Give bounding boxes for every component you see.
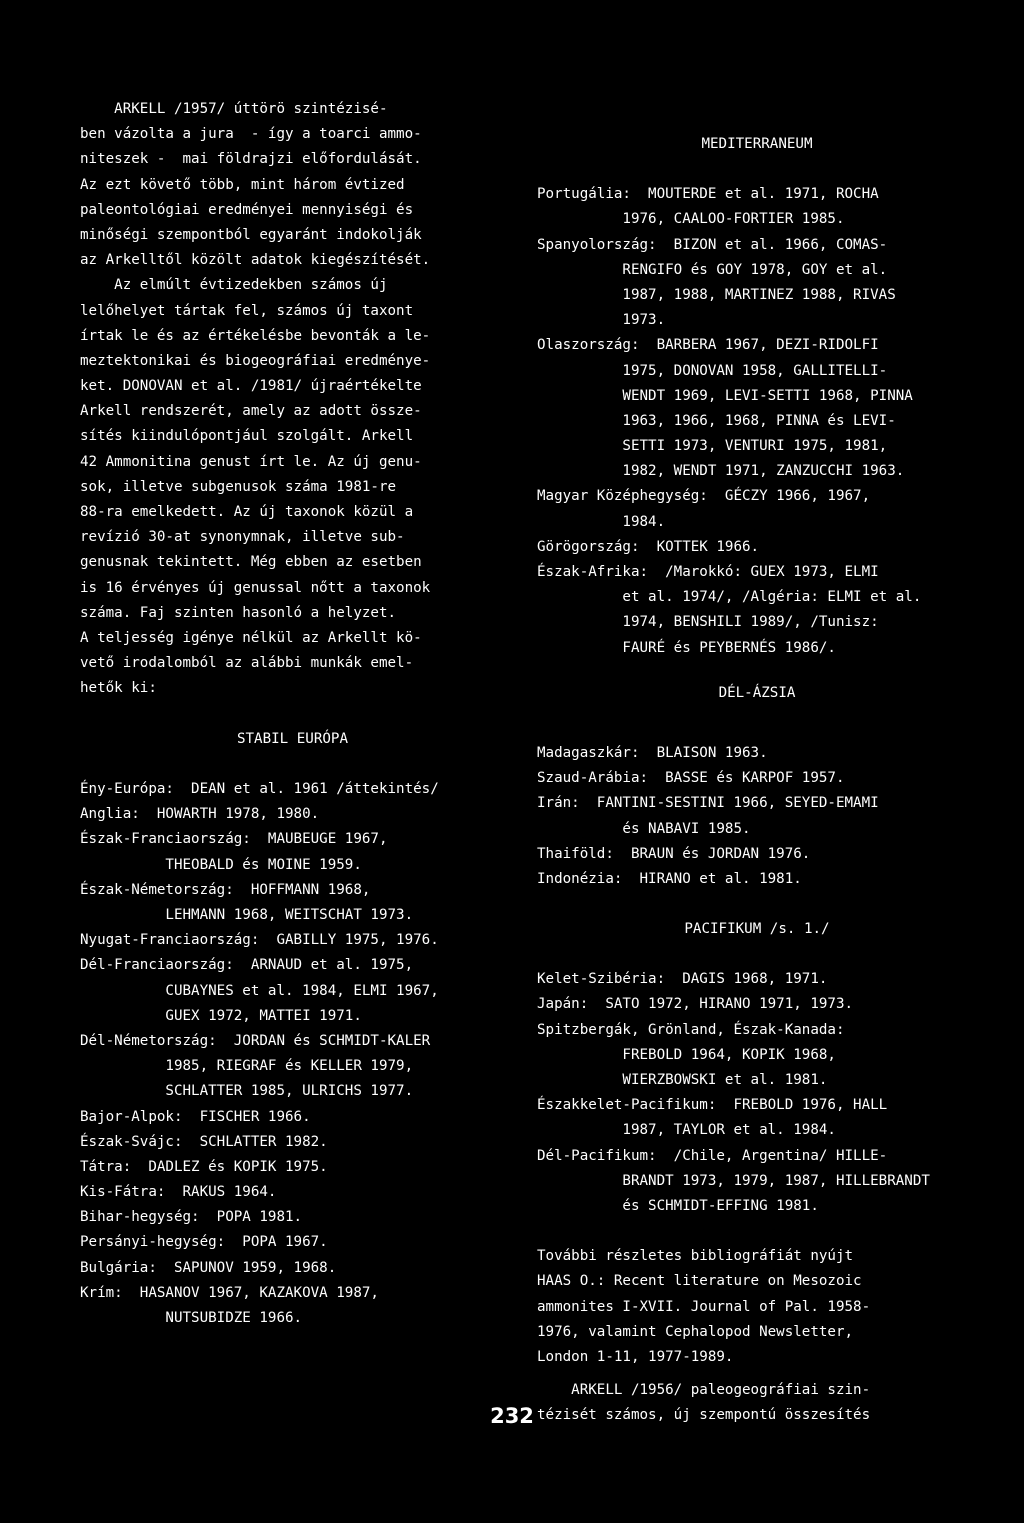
list-item: Madagaszkár: BLAISON 1963. <box>537 744 768 761</box>
list-item: Anglia: HOWARTH 1978, 1980. <box>80 806 320 823</box>
text-line: vető irodalomból az alábbi munkák emel- <box>80 655 414 672</box>
section-title-mediterranean: MEDITERRANEUM <box>701 136 813 152</box>
list-item: Észak-Németország: HOFFMANN 1968, <box>80 881 371 898</box>
list-item: Dél-Pacifikum: /Chile, Argentina/ HILLE- <box>537 1147 888 1164</box>
list-item: CUBAYNES et al. 1984, ELMI 1967, <box>80 982 439 999</box>
text-line: 42 Ammonitina genust írt le. Az új genu- <box>80 453 422 470</box>
list-item: FAURÉ és PEYBERNÉS 1986/. <box>537 639 836 656</box>
text-line: genusnak tekintett. Még ebben az esetben <box>80 554 422 571</box>
list-item: NUTSUBIDZE 1966. <box>80 1310 303 1326</box>
text-line: 88-ra emelkedett. Az új taxonok közül a <box>80 504 414 520</box>
list-item: Krím: HASANOV 1967, KAZAKOVA 1987, <box>80 1284 379 1301</box>
list-item: Bajor-Alpok: FISCHER 1966. <box>80 1108 311 1125</box>
list-item: Észak-Afrika: /Marokkó: GUEX 1973, ELMI <box>537 564 879 580</box>
text-line: A teljesség igénye nélkül az Arkellt kö- <box>80 629 422 646</box>
list-item: Olaszország: BARBERA 1967, DEZI-RIDOLFI <box>537 337 879 354</box>
research-paragraph <box>80 273 505 701</box>
list-item: Kelet-Szibéria: DAGIS 1968, 1971. <box>537 971 828 988</box>
list-item: Dél-Németország: JORDAN és SCHMIDT-KALER <box>80 1032 431 1049</box>
text-line: London 1-11, 1977-1989. <box>537 1348 734 1365</box>
left-column <box>80 97 505 1331</box>
list-item: Ény-Európa: DEAN et al. 1961 /áttekintés/ <box>80 781 439 798</box>
list-item: Nyugat-Franciaország: GABILLY 1975, 1976. <box>80 932 439 949</box>
stable-europe-list <box>80 777 505 1331</box>
text-line: ARKELL /1956/ paleogeográfiai szin- <box>537 1382 871 1399</box>
list-item: Tátra: DADLEZ és KOPIK 1975. <box>80 1158 328 1175</box>
list-item: Indonézia: HIRANO et al. 1981. <box>537 870 802 887</box>
list-item: 1987, TAYLOR et al. 1984. <box>537 1122 836 1139</box>
list-item: Bihar-hegység: POPA 1981. <box>80 1209 303 1226</box>
list-item: Észak-Svájc: SCHLATTER 1982. <box>80 1133 328 1150</box>
list-item: Japán: SATO 1972, HIRANO 1971, 1973. <box>537 996 854 1013</box>
text-line: is 16 érvényes új genussal nőtt a taxonok <box>80 579 431 596</box>
text-line: 1976, valamint Cephalopod Newsletter, <box>537 1323 854 1340</box>
text-line: ben vázolta a jura - így a toarci ammo- <box>80 126 422 143</box>
text-line: száma. Faj szinten hasonló a helyzet. <box>80 604 397 621</box>
text-line: ket. DONOVAN et al. /1981/ újraértékelte <box>80 378 422 395</box>
text-line: Az ezt követő több, mint három évtized <box>80 176 405 193</box>
pacific-list <box>537 967 977 1219</box>
list-item: Irán: FANTINI-SESTINI 1966, SEYED-EMAMI <box>537 795 879 812</box>
list-item: et al. 1974/, /Algéria: ELMI et al. <box>537 589 922 606</box>
south-asia-list <box>537 741 977 892</box>
list-item: Spitzbergák, Grönland, Észak-Kanada: <box>537 1021 845 1038</box>
list-item: Szaud-Arábia: BASSE és KARPOF 1957. <box>537 770 845 787</box>
section-title-pacific: PACIFIKUM /s. 1./ <box>684 921 830 938</box>
list-item: GUEX 1972, MATTEI 1971. <box>80 1007 362 1024</box>
list-item: SETTI 1973, VENTURI 1975, 1981, <box>537 438 888 455</box>
text-line: Arkell rendszerét, amely az adott össze- <box>80 403 422 420</box>
list-item: 1984. <box>537 513 666 530</box>
list-item: Északkelet-Pacifikum: FREBOLD 1976, HALL <box>537 1097 888 1114</box>
text-line: az Arkelltől közölt adatok kiegészítését. <box>80 252 431 269</box>
text-line: ammonites I-XVII. Journal of Pal. 1958- <box>537 1298 871 1315</box>
list-item: SCHLATTER 1985, ULRICHS 1977. <box>80 1083 414 1100</box>
text-line: revízió 30-at synonymnak, illetve sub- <box>80 529 405 546</box>
list-item: Spanyolország: BIZON et al. 1966, COMAS- <box>537 236 888 253</box>
text-line: HAAS O.: Recent literature on Mesozoic <box>537 1273 862 1290</box>
section-title-stable-europe: STABIL EURÓPA <box>236 730 349 747</box>
list-item: 1973. <box>537 312 666 329</box>
list-item: WIERZBOWSKI et al. 1981. <box>537 1072 828 1088</box>
page-number: 232 <box>490 1404 534 1428</box>
list-item: 1975, DONOVAN 1958, GALLITELLI- <box>537 362 888 379</box>
list-item: Görögország: KOTTEK 1966. <box>537 538 760 555</box>
list-item: Portugália: MOUTERDE et al. 1971, ROCHA <box>537 186 879 203</box>
text-line: További részletes bibliográfiát nyújt <box>537 1248 854 1265</box>
list-item: és SCHMIDT-EFFING 1981. <box>537 1197 819 1214</box>
text-line: Az elmúlt évtizedekben számos új <box>80 277 388 294</box>
text-line: ARKELL /1957/ úttörö szintézisé- <box>80 101 388 117</box>
list-item: WENDT 1969, LEVI-SETTI 1968, PINNA <box>537 387 913 404</box>
text-line: sok, illetve subgenusok száma 1981-re <box>80 478 397 495</box>
list-item: FREBOLD 1964, KOPIK 1968, <box>537 1046 836 1063</box>
text-line: paleontológiai eredményei mennyiségi és <box>80 201 414 218</box>
list-item: 1982, WENDT 1971, ZANZUCCHI 1963. <box>537 463 905 480</box>
text-line: hetők ki: <box>80 680 157 697</box>
list-item: 1987, 1988, MARTINEZ 1988, RIVAS <box>537 286 896 303</box>
text-line: tézisét számos, új szempontú összesítés <box>537 1407 871 1424</box>
text-line: sítés kiindulópontjául szolgált. Arkell <box>80 428 414 445</box>
list-item: RENGIFO és GOY 1978, GOY et al. <box>537 261 888 278</box>
list-item: LEHMANN 1968, WEITSCHAT 1973. <box>80 907 414 923</box>
list-item: Észak-Franciaország: MAUBEUGE 1967, <box>80 831 388 848</box>
intro-paragraph <box>80 97 505 273</box>
right-column <box>537 97 977 1428</box>
list-item: Magyar Középhegység: GÉCZY 1966, 1967, <box>537 488 871 505</box>
list-item: Bulgária: SAPUNOV 1959, 1968. <box>80 1259 337 1276</box>
list-item: 1985, RIEGRAF és KELLER 1979, <box>80 1058 414 1075</box>
text-line: meztektonikai és biogeográfiai eredménye- <box>80 352 431 369</box>
list-item: THEOBALD és MOINE 1959. <box>80 856 362 873</box>
list-item: Kis-Fátra: RAKUS 1964. <box>80 1184 277 1201</box>
mediterranean-list <box>537 182 977 661</box>
section-title-south-asia: DÉL-ÁZSIA <box>718 684 796 701</box>
list-item: 1974, BENSHILI 1989/, /Tunisz: <box>537 614 879 631</box>
text-line: lelőhelyet tártak fel, számos új taxont <box>80 302 414 319</box>
list-item: Dél-Franciaország: ARNAUD et al. 1975, <box>80 957 414 974</box>
bibliography-paragraph <box>537 1244 977 1370</box>
text-line: írtak le és az értékelésbe bevonták a le- <box>80 327 431 344</box>
list-item: Thaiföld: BRAUN és JORDAN 1976. <box>537 845 811 862</box>
list-item: és NABAVI 1985. <box>537 820 751 837</box>
list-item: BRANDT 1973, 1979, 1987, HILLEBRANDT <box>537 1172 930 1189</box>
text-line: minőségi szempontból egyaránt indokolják <box>80 226 422 243</box>
list-item: 1976, CAALOO-FORTIER 1985. <box>537 211 845 228</box>
list-item: 1963, 1966, 1968, PINNA és LEVI- <box>537 412 896 429</box>
list-item: Persányi-hegység: POPA 1967. <box>80 1234 328 1251</box>
text-line: niteszek - mai földrajzi előfordulását. <box>80 151 422 168</box>
